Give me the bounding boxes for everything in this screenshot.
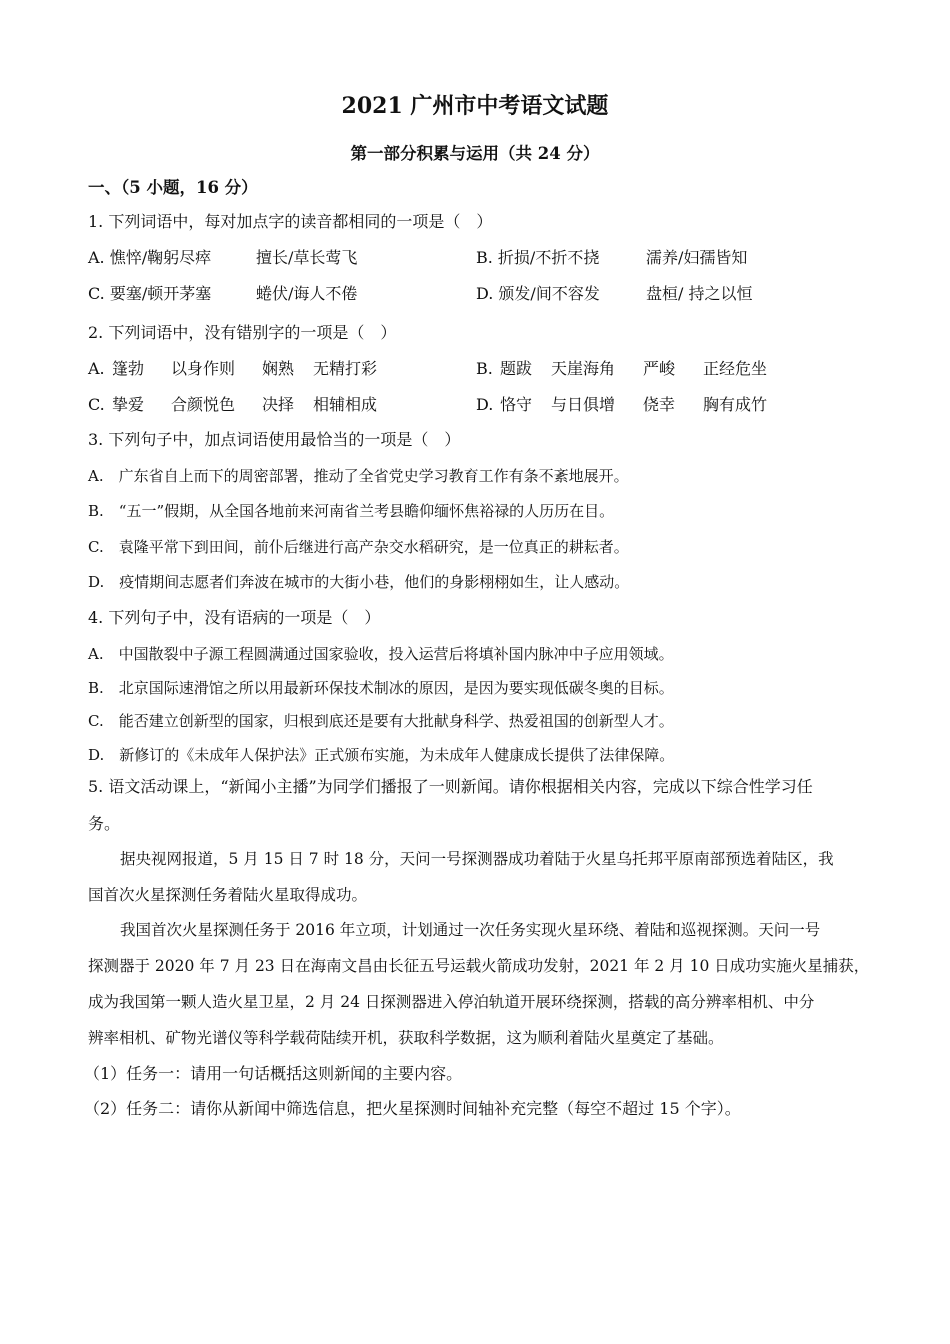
q1-option-a-word1: A. 憔悴/鞠躬尽瘁 [88,248,212,267]
news-paragraph-2-cont: 探测器于 2020 年 7 月 23 日在海南文昌由长征五号运载火箭成功发射，2021 年 2 月 10 日成功实施火星捕获， [88,957,870,975]
q2-option-b-word: 题跋 [500,359,533,378]
question-5-stem: 5. 语文活动课上，“新闻小主播”为同学们播报了一则新闻。请你根据相关内容，完成以下综合性学习任 [88,777,813,796]
q2-option-b-word: 天崖海角 [551,359,616,378]
q3-option-b: B. “五一”假期，从全国各地前来河南省兰考县瞻仰缅怀焦裕禄的人历历在目。 [88,502,615,520]
q2-option-a-word: 娴熟 [262,359,295,378]
q1-option-a-word2: 擅长/草长莺飞 [256,248,358,267]
q3-option-a: A. 广东省自上而下的周密部署，推动了全省党史学习教育工作有条不紊地展开。 [88,467,629,485]
question-2-stem: 2. 下列词语中，没有错别字的一项是（ ） [88,323,397,342]
q2-option-c-word: 决择 [262,395,295,414]
q3-option-d: D. 疫情期间志愿者们奔波在城市的大街小巷，他们的身影栩栩如生，让人感动。 [88,573,630,591]
q1-option-c-word1: C. 要塞/顿开茅塞 [88,284,212,303]
question-1-stem: 1. 下列词语中，每对加点字的读音都相同的一项是（ ） [88,212,493,231]
q2-option-a-word: 篷勃 [112,359,145,378]
q2-option-a-word: 以身作则 [171,359,236,378]
news-paragraph-1-cont: 国首次火星探测任务着陆火星取得成功。 [88,886,368,904]
news-paragraph-2: 我国首次火星探测任务于 2016 年立项，计划通过一次任务实现火星环绕、着陆和巡视探测。天问一号 [120,921,821,939]
q2-option-c-word: 合颜悦色 [171,395,236,414]
q1-option-d-word2: 盘桓/ 持之以恒 [646,284,753,303]
part-heading: 第一部分积累与运用（共 24 分） [350,144,600,163]
news-paragraph-2-cont: 成为我国第一颗人造火星卫星，2 月 24 日探测器进入停泊轨道开展环绕探测，搭载的高分辨率相机、中分 [88,993,815,1011]
q2-option-b-word: 严峻 [643,359,676,378]
q2-option-d-word: 胸有成竹 [703,395,768,414]
q2-option-a-label: A. [88,359,105,378]
section-heading: 一、（5 小题，16 分） [88,178,258,197]
question-5-stem-cont: 务。 [88,814,121,833]
q4-option-d: D. 新修订的《未成年人保护法》正式颁布实施，为未成年人健康成长提供了法律保障。 [88,746,675,764]
q4-option-c: C. 能否建立创新型的国家，归根到底还是要有大批献身科学、热爱祖国的创新型人才。 [88,712,674,730]
q2-option-c-label: C. [88,395,105,414]
q2-option-b-label: B. [476,359,493,378]
news-paragraph-2-cont: 辨率相机、矿物光谱仪等科学载荷陆续开机，获取科学数据，这为顺利着陆火星奠定了基础。 [88,1029,724,1047]
task-2: （2）任务二：请你从新闻中筛选信息，把火星探测时间轴补充完整（每空不超过 15 个字）。 [84,1099,741,1118]
q2-option-a-word: 无精打彩 [313,359,378,378]
q2-option-d-word: 恪守 [500,395,533,414]
q1-option-c-word2: 蜷伏/诲人不倦 [256,284,358,303]
q2-option-b-word: 正经危坐 [703,359,768,378]
q2-option-c-word: 相辅相成 [313,395,378,414]
q2-option-d-word: 侥幸 [643,395,676,414]
q1-option-b-word2: 濡养/妇孺皆知 [646,248,748,267]
q2-option-c-word: 挚爱 [112,395,145,414]
q4-option-a: A. 中国散裂中子源工程圆满通过国家验收，投入运营后将填补国内脉冲中子应用领域。 [88,645,674,663]
q2-option-d-label: D. [476,395,494,414]
q4-option-b: B. 北京国际速滑馆之所以用最新环保技术制冰的原因，是因为要实现低碳冬奥的目标。 [88,679,674,697]
q2-option-d-word: 与日俱增 [551,395,616,414]
task-1: （1）任务一：请用一句话概括这则新闻的主要内容。 [84,1064,463,1083]
q1-option-b-word1: B. 折损/不折不挠 [476,248,600,267]
q3-option-c: C. 袁隆平常下到田间，前仆后继进行高产杂交水稻研究，是一位真正的耕耘者。 [88,538,629,556]
news-paragraph-1: 据央视网报道，5 月 15 日 7 时 18 分，天问一号探测器成功着陆于火星乌托邦平原南部预选着陆区，我 [120,850,834,868]
page-title: 2021 广州市中考语文试题 [341,93,609,119]
q1-option-d-word1: D. 颁发/间不容发 [476,284,600,303]
question-3-stem: 3. 下列句子中，加点词语使用最恰当的一项是（ ） [88,430,461,449]
question-4-stem: 4. 下列句子中，没有语病的一项是（ ） [88,608,381,627]
